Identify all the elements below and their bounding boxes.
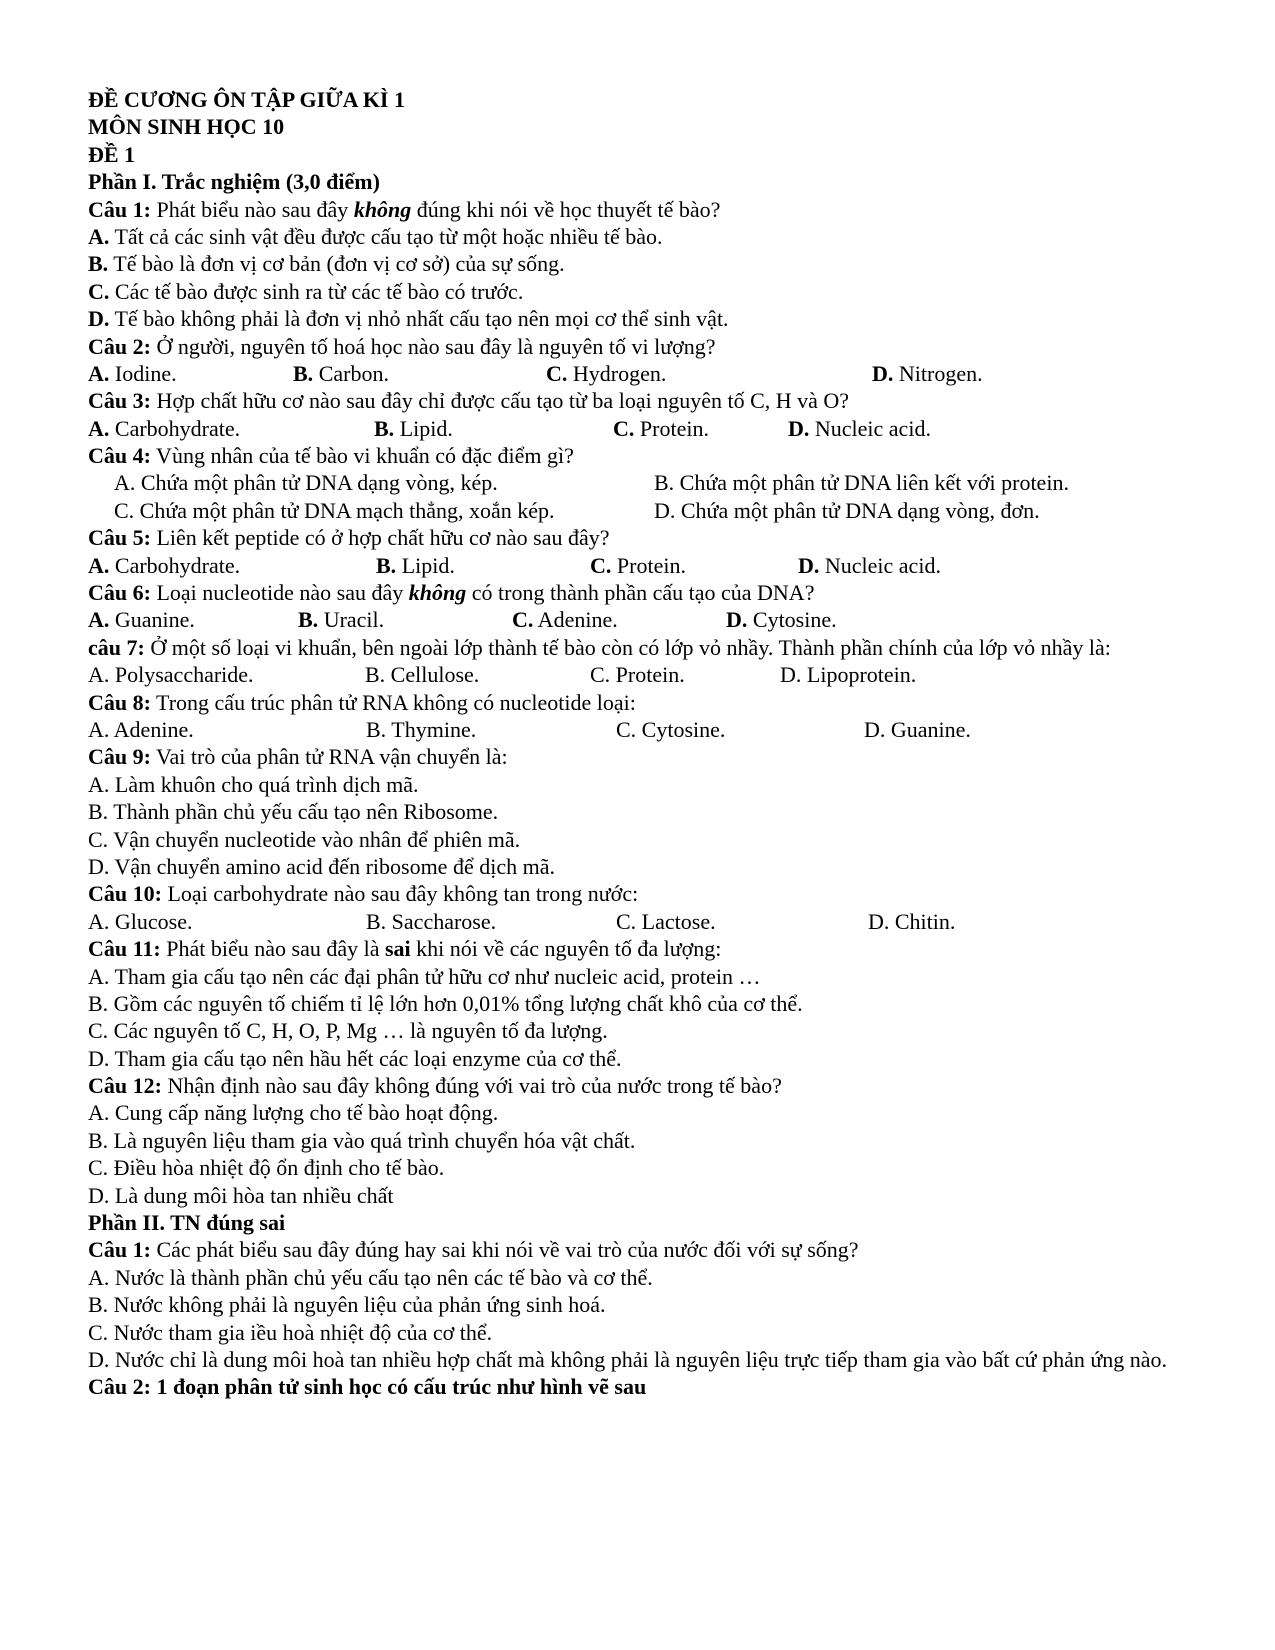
q6-option-a: A. Guanine. — [88, 607, 195, 633]
q7-option-c: C. Protein. — [590, 662, 685, 688]
q6-emphasis: không — [408, 580, 467, 606]
q5-text: Liên kết peptide có ở hợp chất hữu cơ nào sau đây? — [150, 525, 610, 551]
q6-text-pre: Loại nucleotide nào sau đây — [150, 580, 409, 606]
q10-option-a: A. Glucose. — [88, 908, 193, 934]
q4-option-a: A. Chứa một phân tử DNA dạng vòng, kép. — [114, 470, 498, 496]
q9-option-b: B. Thành phần chủ yếu cấu tạo nên Ribosome. — [88, 799, 499, 825]
option-letter: A. — [88, 223, 110, 249]
q12-option-d: D. Là dung môi hòa tan nhiều chất — [88, 1182, 394, 1208]
doc-title: ĐỀ CƯƠNG ÔN TẬP GIỮA KÌ 1 — [88, 87, 405, 112]
q6-text-post: có trong thành phần cấu tạo của DNA? — [466, 580, 815, 606]
q3-text: Hợp chất hữu cơ nào sau đây chỉ được cấu tạo từ ba loại nguyên tố C, H và O? — [150, 388, 850, 414]
option-letter: B. — [88, 251, 109, 277]
option-text: Tế bào là đơn vị cơ bản (đơn vị cơ sở) của sự sống. — [108, 251, 565, 277]
q10-option-d: D. Chitin. — [868, 908, 956, 934]
q10-label: Câu 10: — [88, 881, 162, 907]
q7-option-a: A. Polysaccharide. — [88, 662, 254, 688]
part1-heading: Phần I. Trắc nghiệm (3,0 điểm) — [88, 169, 380, 195]
q12-text: Nhận định nào sau đây không đúng với vai trò của nước trong tế bào? — [161, 1073, 782, 1099]
part2-q2-stem: Câu 2: 1 đoạn phân tử sinh học có cấu trúc như hình vẽ sau — [88, 1374, 647, 1400]
q3-option-b: B. Lipid. — [374, 415, 453, 441]
q11-option-b: B. Gồm các nguyên tố chiếm tỉ lệ lớn hơn 0,01% tổng lượng chất khô của cơ thể. — [88, 990, 803, 1016]
q6-options — [88, 606, 1208, 633]
q6-option-c: C. Adenine. — [512, 607, 618, 633]
option-text: Tế bào không phải là đơn vị nhỏ nhất cấu tạo nên mọi cơ thể sinh vật. — [109, 306, 729, 332]
q9-text: Vai trò của phân tử RNA vận chuyển là: — [150, 744, 508, 770]
q4-text: Vùng nhân của tế bào vi khuẩn có đặc điểm gì? — [150, 443, 574, 469]
q4-option-b: B. Chứa một phân tử DNA liên kết với protein. — [654, 470, 1069, 496]
q3-option-d: D. Nucleic acid. — [788, 415, 931, 441]
q12-option-b: B. Là nguyên liệu tham gia vào quá trình chuyển hóa vật chất. — [88, 1127, 636, 1153]
q12-option-c: C. Điều hòa nhiệt độ ổn định cho tế bào. — [88, 1155, 445, 1181]
q7-option-b: B. Cellulose. — [365, 662, 480, 688]
q1-text-post: đúng khi nói về học thuyết tế bào? — [411, 196, 721, 222]
q2-label: Câu 2: — [88, 333, 151, 359]
q8-stem — [88, 689, 1208, 716]
option-letter: D. — [88, 306, 110, 332]
q11-text-post: khi nói về các nguyên tố đa lượng: — [410, 936, 722, 962]
q1-option-c — [88, 278, 1208, 305]
part2-q1-statement-c: C. Nước tham gia iều hoà nhiệt độ của cơ thể. — [88, 1319, 493, 1345]
q3-option-a: A. Carbohydrate. — [88, 415, 241, 441]
q1-option-d — [88, 305, 1208, 332]
q9-option-d: D. Vận chuyển amino acid đến ribosome để dịch mã. — [88, 853, 555, 879]
q8-text: Trong cấu trúc phân tử RNA không có nucleotide loại: — [150, 689, 636, 715]
q5-option-c: C. Protein. — [590, 552, 686, 578]
q3-option-c: C. Protein. — [613, 415, 709, 441]
q4-label: Câu 4: — [88, 443, 151, 469]
q10-text: Loại carbohydrate nào sau đây không tan trong nước: — [161, 881, 639, 907]
part2-q1-statement-d: D. Nước chỉ là dung môi hoà tan nhiều hợp chất mà không phải là nguyên liệu trực tiếp tham gia vào bất cứ phản ứng nào. — [88, 1346, 1168, 1372]
part2-q1-label: Câu 1: — [88, 1237, 151, 1263]
q6-option-d: D. Cytosine. — [726, 607, 837, 633]
q9-option-a: A. Làm khuôn cho quá trình dịch mã. — [88, 771, 419, 797]
q5-option-d: D. Nucleic acid. — [798, 552, 941, 578]
part2-q1-stem — [88, 1236, 1208, 1263]
part2-q1-statement-a: A. Nước là thành phần chủ yếu cấu tạo nên các tế bào và cơ thể. — [88, 1264, 653, 1290]
q9-label: Câu 9: — [88, 744, 151, 770]
q10-stem — [88, 880, 1208, 907]
q2-stem — [88, 333, 1208, 360]
q7-option-d: D. Lipoprotein. — [780, 662, 917, 688]
q11-option-d: D. Tham gia cấu tạo nên hầu hết các loại enzyme của cơ thể. — [88, 1045, 622, 1071]
q5-stem — [88, 524, 1208, 551]
q5-label: Câu 5: — [88, 525, 151, 551]
q7-stem — [88, 634, 1208, 661]
part2-q1-text: Các phát biểu sau đây đúng hay sai khi nói về vai trò của nước đối với sự sống? — [150, 1237, 859, 1263]
q10-options — [88, 908, 1208, 935]
doc-subject: MÔN SINH HỌC 10 — [88, 114, 285, 140]
option-letter: C. — [88, 278, 110, 304]
q4-stem — [88, 442, 1208, 469]
q2-option-a: A. Iodine. — [88, 360, 177, 386]
q5-options — [88, 552, 1208, 579]
q12-label: Câu 12: — [88, 1073, 162, 1099]
q11-text-pre: Phát biểu nào sau đây là — [160, 936, 385, 962]
q4-option-c: C. Chứa một phân tử DNA mạch thẳng, xoắn kép. — [114, 497, 555, 523]
q4-options-row1 — [88, 469, 1208, 496]
option-text: Các tế bào được sinh ra từ các tế bào có trước. — [109, 278, 524, 304]
q11-option-c: C. Các nguyên tố C, H, O, P, Mg … là nguyên tố đa lượng. — [88, 1018, 608, 1044]
q2-text: Ở người, nguyên tố hoá học nào sau đây là nguyên tố vi lượng? — [150, 333, 716, 359]
q1-option-a — [88, 223, 1208, 250]
q11-option-a: A. Tham gia cấu tạo nên các đại phân tử hữu cơ như nucleic acid, protein … — [88, 963, 761, 989]
q6-stem — [88, 579, 1208, 606]
q6-label: Câu 6: — [88, 580, 151, 606]
q8-option-c: C. Cytosine. — [616, 717, 726, 742]
q1-text-pre: Phát biểu nào sau đây — [150, 196, 354, 222]
q3-stem — [88, 387, 1208, 414]
q9-option-c: C. Vận chuyển nucleotide vào nhân để phiên mã. — [88, 826, 521, 852]
q2-option-c: C. Hydrogen. — [546, 360, 667, 386]
q8-label: Câu 8: — [88, 689, 151, 715]
q11-label: Câu 11: — [88, 936, 161, 962]
q6-option-b: B. Uracil. — [298, 607, 385, 633]
q12-option-a: A. Cung cấp năng lượng cho tế bào hoạt động. — [88, 1100, 499, 1126]
q1-option-b — [88, 250, 1208, 277]
q7-text: Ở một số loại vi khuẩn, bên ngoài lớp thành tế bào còn có lớp vỏ nhầy. Thành phần chính của lớp vỏ nhầy là: — [144, 634, 1111, 660]
q11-emphasis: sai — [384, 936, 411, 962]
q9-stem — [88, 743, 1208, 770]
q2-options — [88, 360, 1208, 387]
q4-option-d: D. Chứa một phân tử DNA dạng vòng, đơn. — [654, 497, 1040, 523]
q3-label: Câu 3: — [88, 388, 151, 414]
q7-label: câu 7: — [88, 634, 145, 660]
q7-options — [88, 661, 1208, 688]
document-page — [88, 86, 1208, 1401]
q4-options-row2 — [88, 497, 1208, 524]
q8-options — [88, 716, 1208, 743]
option-text: Tất cả các sinh vật đều được cấu tạo từ một hoặc nhiều tế bào. — [109, 223, 663, 249]
q2-option-d: D. Nitrogen. — [872, 360, 983, 386]
q1-emphasis: không — [353, 196, 412, 222]
q5-option-b: B. Lipid. — [376, 552, 455, 578]
q12-stem — [88, 1072, 1208, 1099]
q11-stem — [88, 935, 1208, 962]
q10-option-b: B. Saccharose. — [366, 908, 497, 934]
q1-stem — [88, 196, 1208, 223]
q5-option-a: A. Carbohydrate. — [88, 552, 241, 578]
q10-option-c: C. Lactose. — [616, 908, 716, 934]
q2-option-b: B. Carbon. — [293, 360, 389, 386]
q1-label: Câu 1: — [88, 196, 151, 222]
q8-option-a: A. Adenine. — [88, 717, 194, 742]
part2-q1-statement-b: B. Nước không phải là nguyên liệu của phản ứng sinh hoá. — [88, 1292, 606, 1318]
doc-exam-number: ĐỀ 1 — [88, 141, 136, 167]
part2-heading: Phần II. TN đúng sai — [88, 1210, 286, 1236]
q3-options — [88, 415, 1208, 442]
q8-option-b: B. Thymine. — [366, 717, 477, 742]
q8-option-d: D. Guanine. — [864, 717, 971, 742]
